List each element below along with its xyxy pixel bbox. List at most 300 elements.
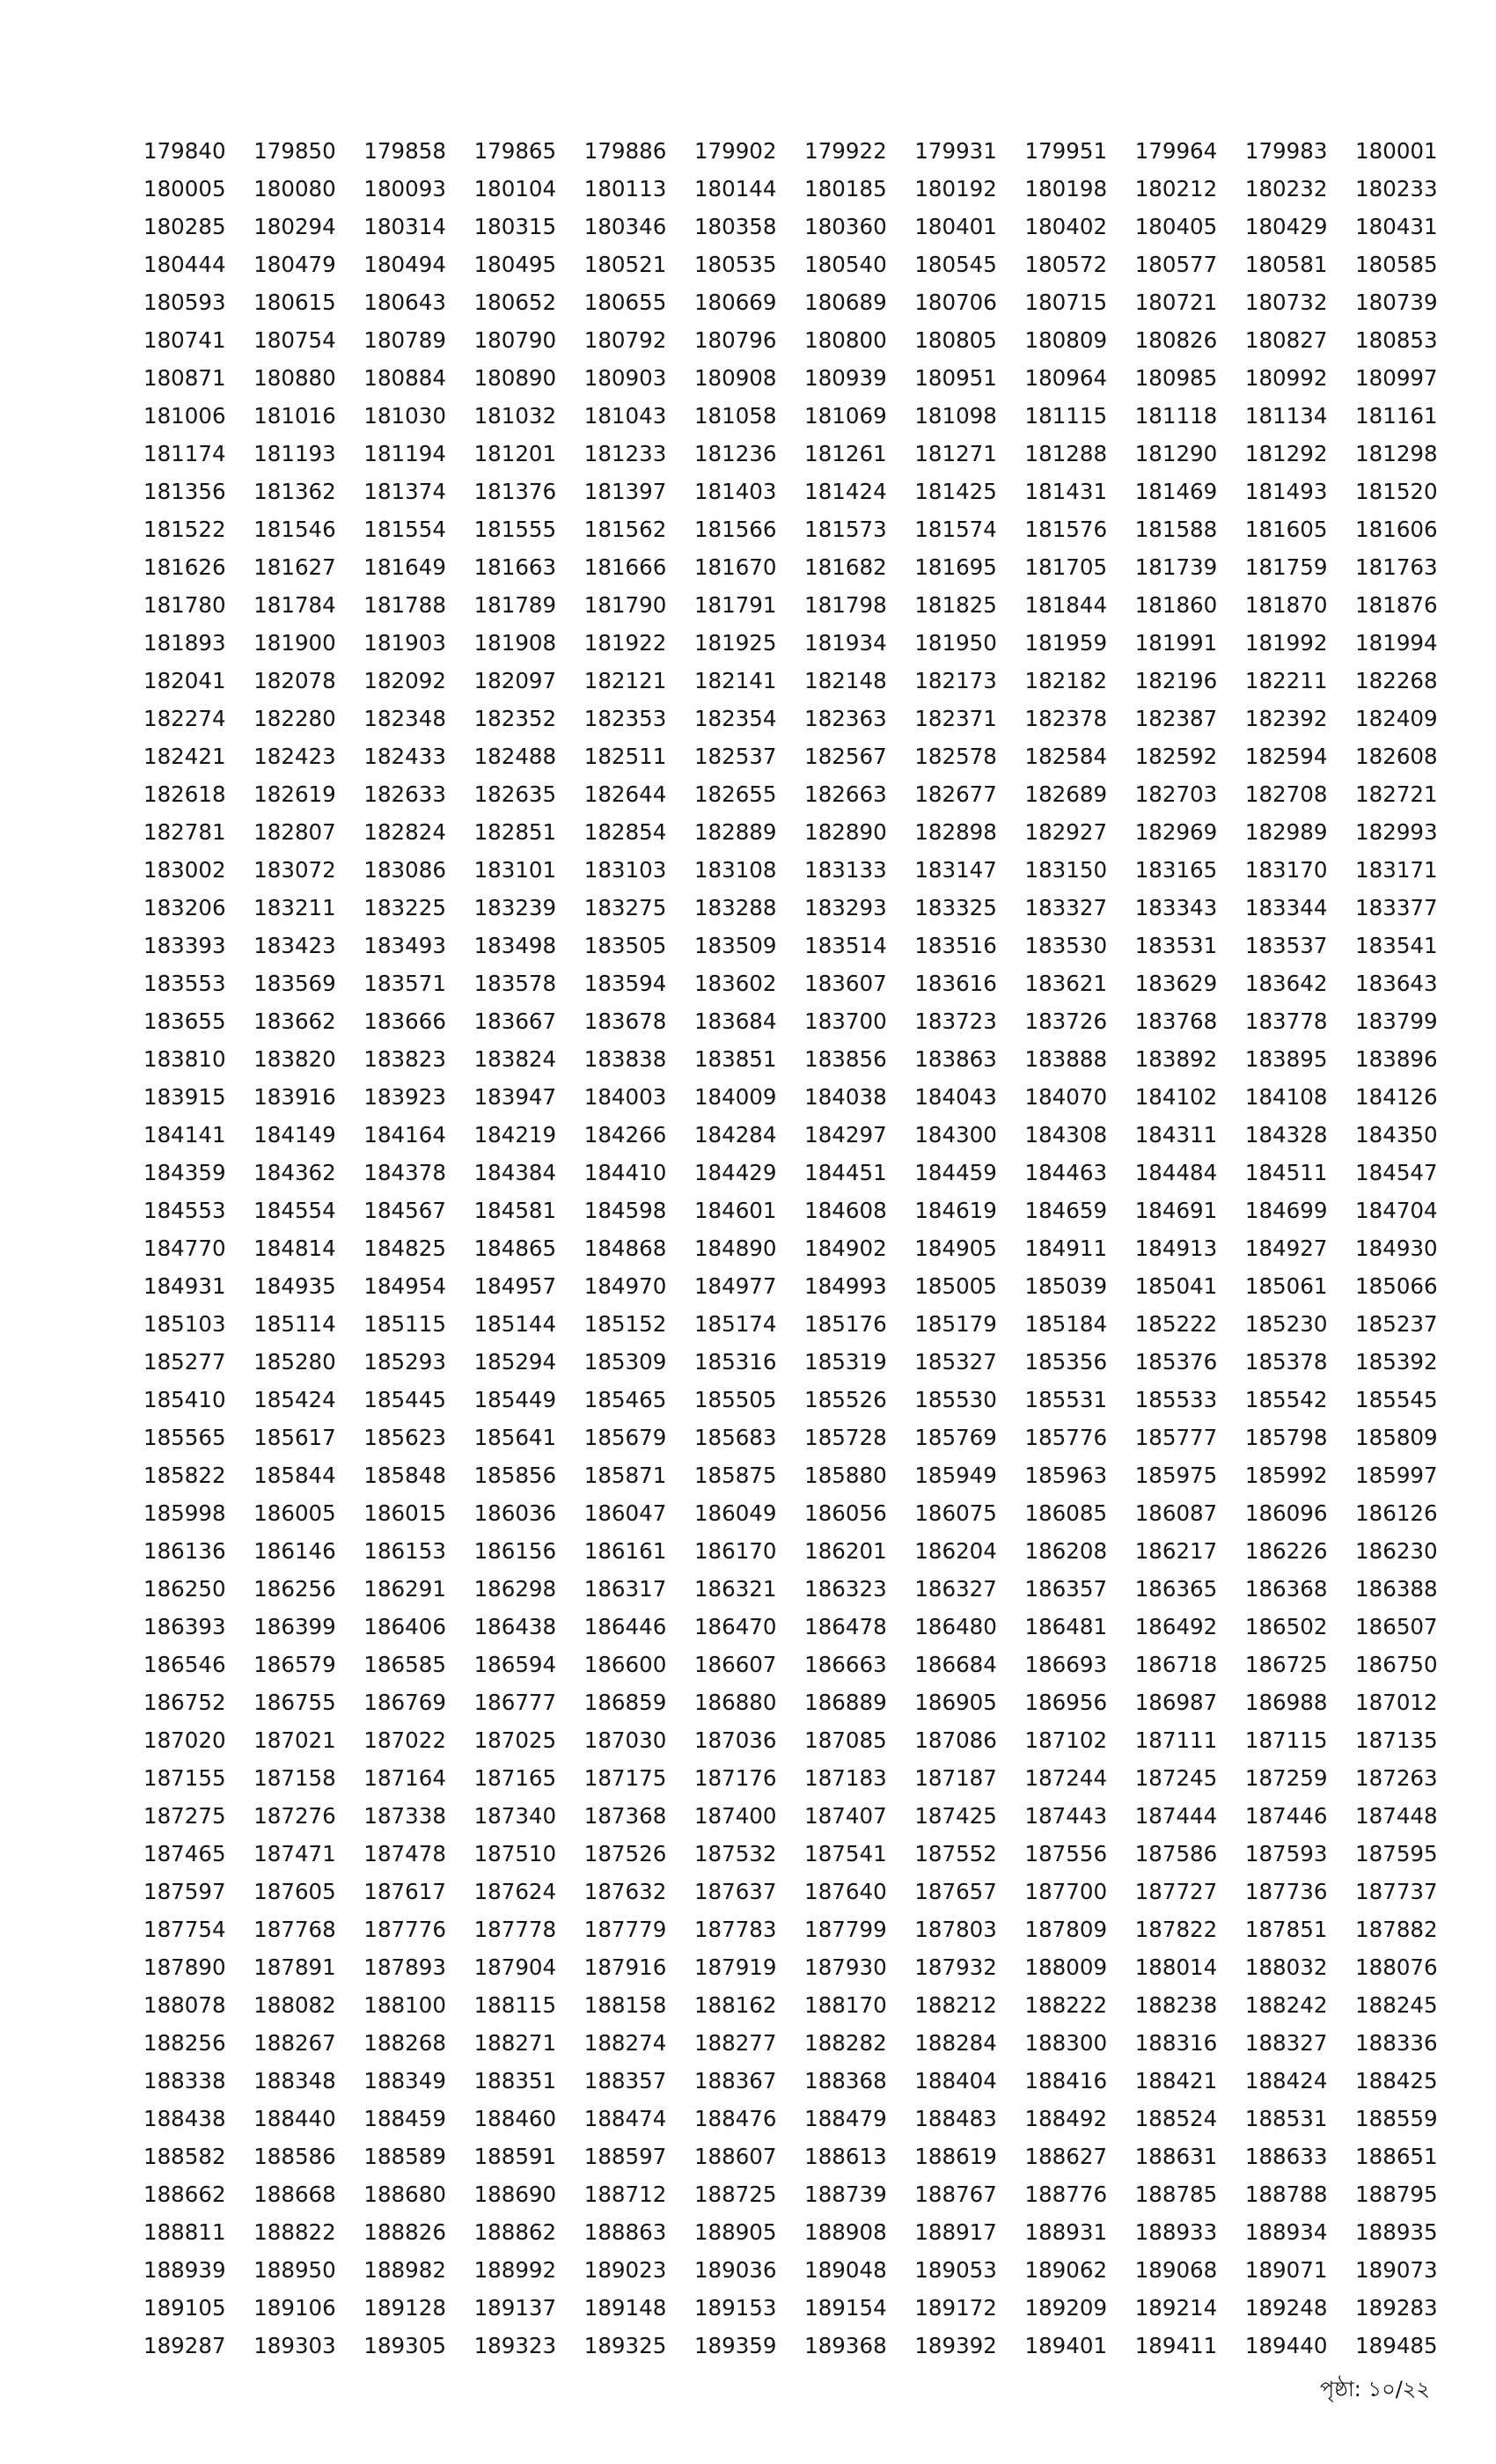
roll-number: 188078 [143,1992,226,2018]
grid-row [143,1532,1441,1570]
roll-number: 188327 [1244,2030,1328,2056]
roll-number: 188524 [1134,2106,1218,2131]
roll-number: 183578 [473,971,557,996]
roll-number: 187164 [363,1765,446,1791]
roll-number: 181627 [253,554,336,580]
roll-number: 186015 [363,1500,446,1526]
roll-number: 186438 [473,1614,557,1639]
roll-number: 186905 [914,1690,997,1715]
roll-number: 180951 [914,365,997,391]
roll-number: 189062 [1024,2257,1108,2283]
roll-number: 186170 [693,1538,777,1564]
roll-number: 180535 [693,252,777,277]
roll-number: 180402 [1024,214,1108,239]
roll-number: 180494 [363,252,446,277]
roll-number: 184659 [1024,1198,1108,1223]
roll-number: 185309 [583,1349,667,1375]
roll-number: 180884 [363,365,446,391]
roll-number: 181261 [804,441,887,466]
roll-number: 187086 [914,1727,997,1753]
roll-number: 183225 [363,895,446,920]
roll-number: 179931 [914,138,997,164]
roll-number: 180113 [583,176,667,202]
roll-number: 182423 [253,744,336,769]
roll-number: 182663 [804,781,887,807]
roll-number: 188404 [914,2068,997,2094]
roll-number: 181271 [914,441,997,466]
roll-number: 188483 [914,2106,997,2131]
roll-number: 180652 [473,290,557,315]
roll-number: 188242 [1244,1992,1328,2018]
roll-number: 179951 [1024,138,1108,164]
roll-number: 184581 [473,1198,557,1223]
roll-number-grid [143,132,1441,2365]
roll-number: 179858 [363,138,446,164]
roll-number: 187617 [363,1879,446,1904]
roll-number: 187025 [473,1727,557,1753]
grid-row [143,1948,1441,1986]
roll-number: 180093 [363,176,446,202]
roll-number: 186075 [914,1500,997,1526]
roll-number: 188785 [1134,2182,1218,2207]
roll-number: 180405 [1134,214,1218,239]
roll-number: 187030 [583,1727,667,1753]
roll-number: 186217 [1134,1538,1218,1564]
roll-number: 186769 [363,1690,446,1715]
roll-number: 186388 [1355,1576,1438,1602]
roll-number: 187778 [473,1917,557,1942]
roll-number: 182781 [143,819,226,845]
roll-number: 185848 [363,1463,446,1488]
roll-number: 185039 [1024,1273,1108,1299]
roll-number: 186049 [693,1500,777,1526]
roll-number: 186725 [1244,1652,1328,1677]
roll-number: 182097 [473,668,557,693]
roll-number: 180985 [1134,365,1218,391]
roll-number: 180721 [1134,290,1218,315]
roll-number: 187425 [914,1803,997,1829]
roll-number: 185949 [914,1463,997,1488]
roll-number: 183916 [253,1084,336,1110]
roll-number: 185545 [1355,1387,1438,1412]
roll-number: 188009 [1024,1954,1108,1980]
roll-number: 188336 [1355,2030,1438,2056]
roll-number: 184284 [693,1122,777,1148]
roll-number: 182387 [1134,706,1218,731]
roll-number: 182363 [804,706,887,731]
roll-number: 186323 [804,1576,887,1602]
roll-number: 187443 [1024,1803,1108,1829]
roll-number: 188613 [804,2144,887,2169]
roll-number: 188668 [253,2182,336,2207]
roll-number: 180001 [1355,138,1438,164]
roll-number: 185066 [1355,1273,1438,1299]
roll-number: 189368 [804,2333,887,2358]
roll-number: 183147 [914,857,997,883]
roll-number: 188100 [363,1992,446,2018]
roll-number: 184141 [143,1122,226,1148]
roll-number: 182141 [693,668,777,693]
roll-number: 186085 [1024,1500,1108,1526]
roll-number: 184108 [1244,1084,1328,1110]
roll-number: 183103 [583,857,667,883]
roll-number: 184003 [583,1084,667,1110]
roll-number: 181780 [143,592,226,618]
roll-number: 183667 [473,1008,557,1034]
roll-number: 182378 [1024,706,1108,731]
roll-number: 181115 [1024,403,1108,429]
roll-number: 183723 [914,1008,997,1034]
roll-number: 185176 [804,1311,887,1337]
roll-number: 184619 [914,1198,997,1223]
roll-number: 181374 [363,479,446,504]
roll-number: 185776 [1024,1425,1108,1450]
roll-number: 188680 [363,2182,446,2207]
roll-number: 184970 [583,1273,667,1299]
roll-number: 180789 [363,327,446,353]
roll-number: 180964 [1024,365,1108,391]
roll-number: 188492 [1024,2106,1108,2131]
roll-number: 182633 [363,781,446,807]
roll-number: 187637 [693,1879,777,1904]
roll-number: 182890 [804,819,887,845]
roll-number: 180615 [253,290,336,315]
roll-number: 182889 [693,819,777,845]
roll-number: 185822 [143,1463,226,1488]
roll-number: 188268 [363,2030,446,2056]
roll-number: 180144 [693,176,777,202]
roll-number: 183824 [473,1046,557,1072]
roll-number: 180577 [1134,252,1218,277]
roll-number: 181193 [253,441,336,466]
roll-number: 182488 [473,744,557,769]
roll-number: 180285 [143,214,226,239]
roll-number: 187803 [914,1917,997,1942]
grid-row [143,1116,1441,1154]
roll-number: 183516 [914,933,997,958]
roll-number: 181922 [583,630,667,656]
roll-number: 187175 [583,1765,667,1791]
roll-number: 188348 [253,2068,336,2094]
roll-number: 188222 [1024,1992,1108,2018]
roll-number: 188076 [1355,1954,1438,1980]
roll-number: 186750 [1355,1652,1438,1677]
roll-number: 181016 [253,403,336,429]
roll-number: 184328 [1244,1122,1328,1148]
roll-number: 187111 [1134,1727,1218,1753]
roll-number: 182721 [1355,781,1438,807]
roll-number: 183856 [804,1046,887,1072]
roll-number: 186492 [1134,1614,1218,1639]
roll-number: 186365 [1134,1576,1218,1602]
roll-number: 188582 [143,2144,226,2169]
roll-number: 180572 [1024,252,1108,277]
roll-number: 181739 [1134,554,1218,580]
grid-row [143,246,1441,283]
grid-row [143,1456,1441,1494]
grid-row [143,548,1441,586]
roll-number: 185378 [1244,1349,1328,1375]
roll-number: 183888 [1024,1046,1108,1072]
roll-number: 181825 [914,592,997,618]
roll-number: 185316 [693,1349,777,1375]
roll-number: 187783 [693,1917,777,1942]
grid-row [143,1683,1441,1721]
roll-number: 188690 [473,2182,557,2207]
roll-number: 187776 [363,1917,446,1942]
roll-number: 186594 [473,1652,557,1677]
roll-number: 185679 [583,1425,667,1450]
roll-number: 183108 [693,857,777,883]
roll-number: 181788 [363,592,446,618]
grid-row [143,662,1441,700]
roll-number: 181663 [473,554,557,580]
roll-number: 184902 [804,1236,887,1261]
roll-number: 186250 [143,1576,226,1602]
roll-number: 183666 [363,1008,446,1034]
roll-number: 187165 [473,1765,557,1791]
roll-number: 179865 [473,138,557,164]
roll-number: 184554 [253,1198,336,1223]
roll-number: 183662 [253,1008,336,1034]
roll-number: 186684 [914,1652,997,1677]
roll-number: 180185 [804,176,887,202]
roll-number: 188607 [693,2144,777,2169]
roll-number: 188589 [363,2144,446,2169]
roll-number: 183206 [143,895,226,920]
grid-row [143,1608,1441,1646]
roll-number: 187657 [914,1879,997,1904]
roll-number: 188479 [804,2106,887,2131]
roll-number: 184126 [1355,1084,1438,1110]
roll-number: 188627 [1024,2144,1108,2169]
roll-number: 182352 [473,706,557,731]
roll-number: 181362 [253,479,336,504]
roll-number: 179850 [253,138,336,164]
roll-number: 188300 [1024,2030,1108,2056]
roll-number: 186056 [804,1500,887,1526]
roll-number: 183820 [253,1046,336,1072]
roll-number: 186880 [693,1690,777,1715]
roll-number: 188416 [1024,2068,1108,2094]
roll-number: 187779 [583,1917,667,1942]
roll-number: 187851 [1244,1917,1328,1942]
roll-number: 184957 [473,1273,557,1299]
roll-number: 181520 [1355,479,1438,504]
roll-number: 187799 [804,1917,887,1942]
roll-number: 188476 [693,2106,777,2131]
roll-number: 183700 [804,1008,887,1034]
roll-number: 187632 [583,1879,667,1904]
roll-number: 185222 [1134,1311,1218,1337]
roll-number: 183607 [804,971,887,996]
roll-number: 186047 [583,1500,667,1526]
grid-row [143,359,1441,397]
roll-number: 181397 [583,479,667,504]
roll-number: 188795 [1355,2182,1438,2207]
roll-number: 187478 [363,1841,446,1866]
grid-row [143,2100,1441,2138]
roll-number: 180346 [583,214,667,239]
roll-number: 184598 [583,1198,667,1223]
grid-row [143,321,1441,359]
roll-number: 188082 [253,1992,336,2018]
roll-number: 187407 [804,1803,887,1829]
roll-number: 180540 [804,252,887,277]
roll-number: 185777 [1134,1425,1218,1450]
roll-number: 182409 [1355,706,1438,731]
roll-number: 182898 [914,819,997,845]
roll-number: 183799 [1355,1008,1438,1034]
roll-number: 187595 [1355,1841,1438,1866]
grid-row [143,1192,1441,1229]
roll-number: 183498 [473,933,557,958]
grid-row [143,586,1441,624]
roll-number: 184149 [253,1122,336,1148]
roll-number: 183101 [473,857,557,883]
roll-number: 187244 [1024,1765,1108,1791]
roll-number: 189048 [804,2257,887,2283]
roll-number: 182211 [1244,668,1328,693]
roll-number: 188271 [473,2030,557,2056]
roll-number: 180232 [1244,176,1328,202]
roll-number: 184905 [914,1236,997,1261]
roll-number: 183823 [363,1046,446,1072]
roll-number: 181493 [1244,479,1328,504]
roll-number: 181790 [583,592,667,618]
roll-number: 186036 [473,1500,557,1526]
roll-number: 185061 [1244,1273,1328,1299]
roll-number: 181695 [914,554,997,580]
roll-number: 185184 [1024,1311,1108,1337]
roll-number: 186718 [1134,1652,1218,1677]
roll-number: 185115 [363,1311,446,1337]
roll-number: 182280 [253,706,336,731]
roll-number: 186481 [1024,1614,1108,1639]
roll-number: 183778 [1244,1008,1328,1034]
roll-number: 184043 [914,1084,997,1110]
roll-number: 187446 [1244,1803,1328,1829]
roll-number: 182594 [1244,744,1328,769]
roll-number: 183553 [143,971,226,996]
roll-number: 183616 [914,971,997,996]
roll-number: 184297 [804,1122,887,1148]
roll-number: 187552 [914,1841,997,1866]
grid-row [143,397,1441,435]
roll-number: 182078 [253,668,336,693]
roll-number: 186201 [804,1538,887,1564]
roll-number: 188811 [143,2219,226,2245]
roll-number: 186507 [1355,1614,1438,1639]
roll-number: 187036 [693,1727,777,1753]
grid-row [143,1986,1441,2024]
roll-number: 185277 [143,1349,226,1375]
roll-number: 183493 [363,933,446,958]
roll-number: 188788 [1244,2182,1328,2207]
roll-number: 189209 [1024,2295,1108,2321]
roll-number: 180581 [1244,252,1328,277]
roll-number: 182041 [143,668,226,693]
roll-number: 182584 [1024,744,1108,769]
roll-number: 187465 [143,1841,226,1866]
roll-number: 184704 [1355,1198,1438,1223]
roll-number: 185174 [693,1311,777,1337]
roll-number: 183571 [363,971,446,996]
roll-number: 183896 [1355,1046,1438,1072]
roll-number: 187338 [363,1803,446,1829]
roll-number: 189036 [693,2257,777,2283]
roll-number: 187471 [253,1841,336,1866]
roll-number: 186859 [583,1690,667,1715]
roll-number: 189068 [1134,2257,1218,2283]
roll-number: 186478 [804,1614,887,1639]
roll-number: 180826 [1134,327,1218,353]
roll-number: 184913 [1134,1236,1218,1261]
roll-number: 188591 [473,2144,557,2169]
roll-number: 185319 [804,1349,887,1375]
roll-number: 180198 [1024,176,1108,202]
roll-number: 185294 [473,1349,557,1375]
roll-number: 180890 [473,365,557,391]
roll-number: 180739 [1355,290,1438,315]
roll-number: 187368 [583,1803,667,1829]
roll-number: 181666 [583,554,667,580]
roll-number: 181431 [1024,479,1108,504]
roll-number: 186607 [693,1652,777,1677]
grid-row [143,737,1441,775]
roll-number: 181705 [1024,554,1108,580]
roll-number: 186291 [363,1576,446,1602]
roll-number: 188935 [1355,2219,1438,2245]
roll-number: 188256 [143,2030,226,2056]
roll-number: 183133 [804,857,887,883]
roll-number: 188908 [804,2219,887,2245]
roll-number: 188982 [363,2257,446,2283]
roll-number: 187245 [1134,1765,1218,1791]
roll-number: 188862 [473,2219,557,2245]
roll-number: 184977 [693,1273,777,1299]
roll-number: 188014 [1134,1954,1218,1980]
roll-number: 184691 [1134,1198,1218,1223]
roll-number: 185871 [583,1463,667,1488]
roll-number: 184993 [804,1273,887,1299]
roll-number: 188158 [583,1992,667,2018]
roll-number: 187102 [1024,1727,1108,1753]
roll-number: 184865 [473,1236,557,1261]
roll-number: 187890 [143,1954,226,1980]
grid-row [143,1494,1441,1532]
roll-number: 185465 [583,1387,667,1412]
roll-number: 180903 [583,365,667,391]
roll-number: 185041 [1134,1273,1218,1299]
roll-number: 187882 [1355,1917,1438,1942]
roll-number: 188267 [253,2030,336,2056]
roll-number: 183642 [1244,971,1328,996]
roll-number: 184429 [693,1160,777,1185]
roll-number: 185798 [1244,1425,1328,1450]
roll-number: 188282 [804,2030,887,2056]
roll-number: 189137 [473,2295,557,2321]
roll-number: 181098 [914,403,997,429]
roll-number: 182268 [1355,668,1438,693]
roll-number: 181424 [804,479,887,504]
roll-number: 188421 [1134,2068,1218,2094]
roll-number: 181876 [1355,592,1438,618]
roll-number: 183851 [693,1046,777,1072]
roll-number: 181292 [1244,441,1328,466]
roll-number: 188931 [1024,2219,1108,2245]
roll-number: 186298 [473,1576,557,1602]
